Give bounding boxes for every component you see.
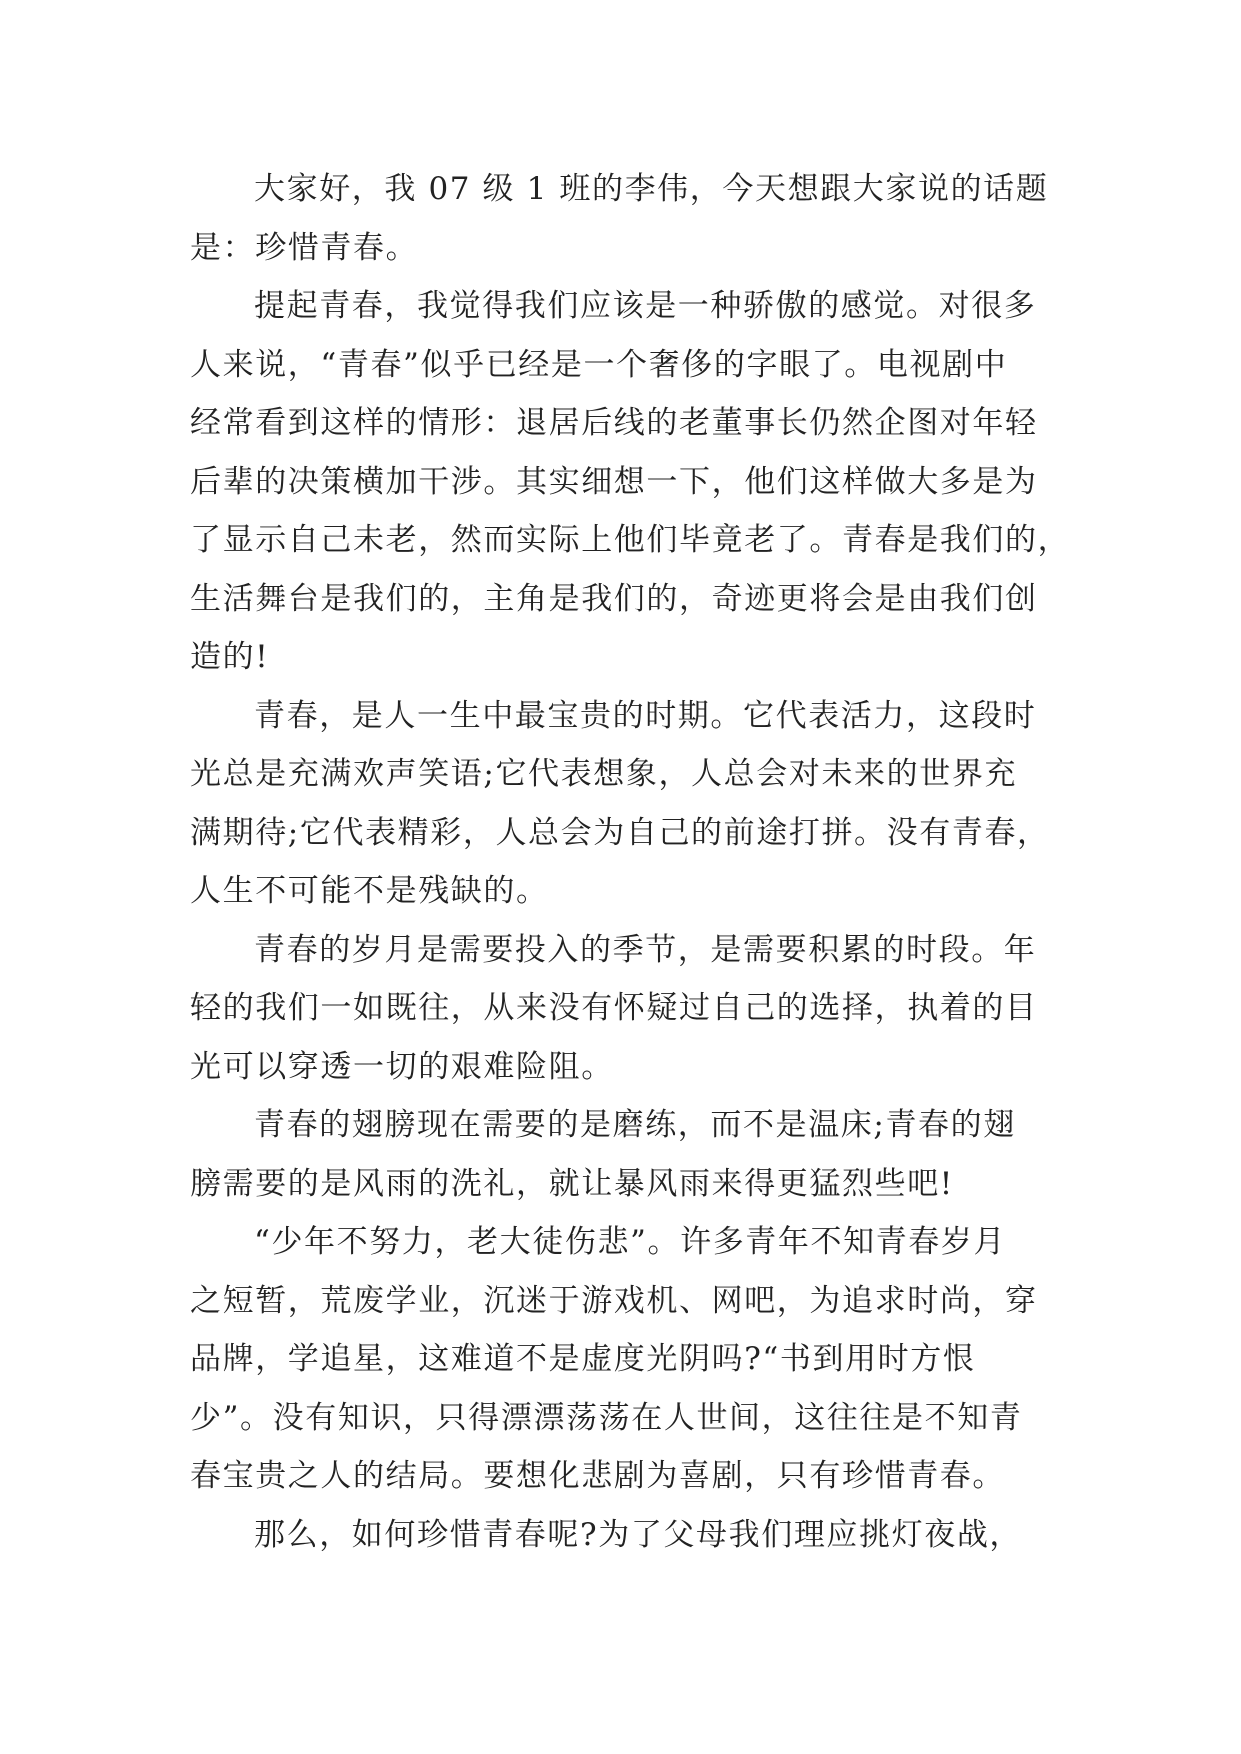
- text-line: 了显示自己未老，然而实际上他们毕竟老了。青春是我们的，: [190, 522, 1071, 558]
- text-line: 光可以穿透一切的艰难险阻。: [190, 1048, 614, 1085]
- text-line: 春宝贵之人的结局。要想化悲剧为喜剧，只有珍惜青春。: [190, 1458, 1005, 1494]
- text-line: 青春的翅膀现在需要的是磨练，而不是温床;青春的翅: [254, 1107, 1016, 1143]
- text-line: 之短暂，荒废学业，沉迷于游戏机、网吧，为追求时尚，穿: [190, 1282, 1038, 1319]
- text-line: 后辈的决策横加干涉。其实细想一下，他们这样做大多是为: [190, 463, 1038, 500]
- text-line: 人生不可能不是残缺的。: [190, 873, 549, 909]
- text-line: 青春的岁月是需要投入的季节，是需要积累的时段。年: [254, 931, 1037, 968]
- text-line: 青春，是人一生中最宝贵的时期。它代表活力，这段时: [254, 697, 1037, 734]
- text-line: 经常看到这样的情形：退居后线的老董事长仍然企图对年轻: [190, 405, 1038, 441]
- text-line: 是：珍惜青春。: [190, 229, 419, 266]
- text-line: 造的!: [190, 639, 270, 675]
- document-body: [190, 160, 1070, 1564]
- text-line: 膀需要的是风雨的洗礼，就让暴风雨来得更猛烈些吧!: [190, 1165, 954, 1202]
- text-line: 少”。没有知识，只得漂漂荡荡在人世间，这往往是不知青: [190, 1399, 1023, 1436]
- text-line: 光总是充满欢声笑语;它代表想象，人总会对未来的世界充: [190, 756, 1018, 792]
- text-line: 满期待;它代表精彩，人总会为自己的前途打拼。没有青春，: [190, 814, 1050, 851]
- text-line: 轻的我们一如既往，从来没有怀疑过自己的选择，执着的目: [190, 990, 1038, 1026]
- text-line: “少年不努力，老大徒伤悲”。许多青年不知青春岁月: [254, 1224, 1007, 1260]
- text-line: 大家好，我 07 级 1 班的李伟，今天想跟大家说的话题: [254, 171, 1049, 207]
- text-line: 品牌，学追星，这难道不是虚度光阴吗?“书到用时方恨: [190, 1341, 976, 1377]
- text-line: 生活舞台是我们的，主角是我们的，奇迹更将会是由我们创: [190, 580, 1038, 617]
- text-line: 人来说，“青春”似乎已经是一个奢侈的字眼了。电视剧中: [190, 346, 1008, 383]
- text-line: 那么，如何珍惜青春呢?为了父母我们理应挑灯夜战，: [254, 1516, 1023, 1553]
- text-line: 提起青春，我觉得我们应该是一种骄傲的感觉。对很多: [254, 288, 1037, 324]
